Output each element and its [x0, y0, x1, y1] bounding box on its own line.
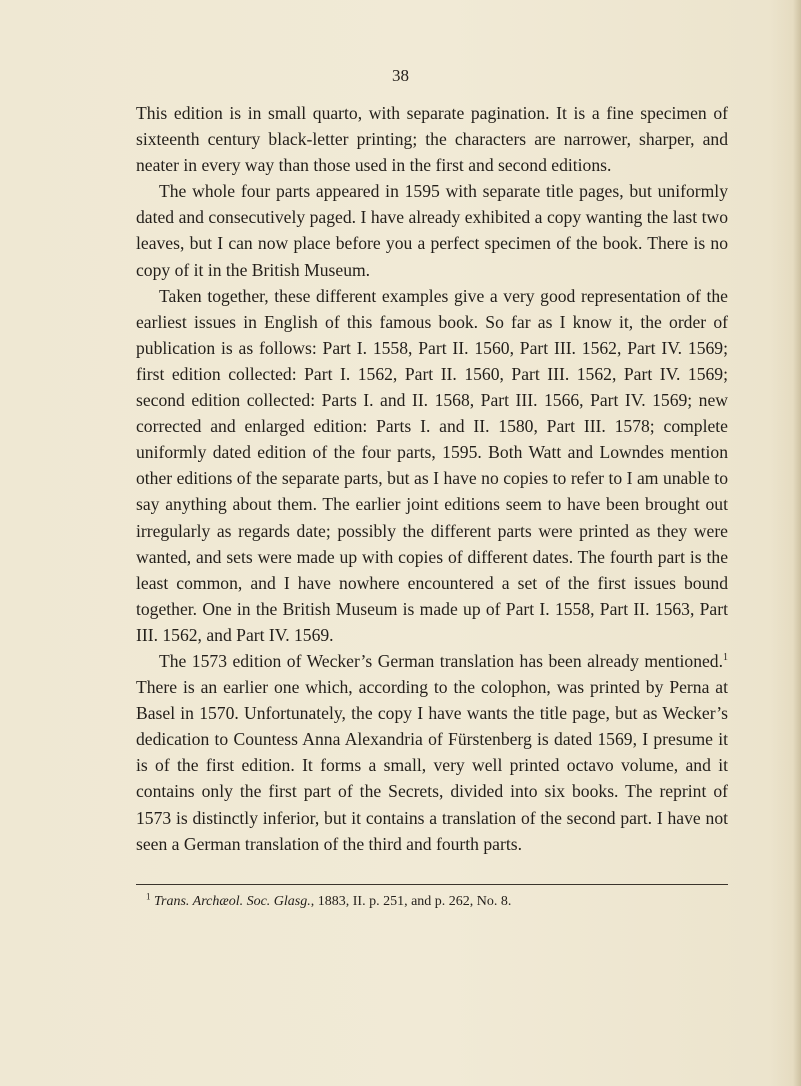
paragraph-1: This edition is in small quarto, with separate pagination. It is a fine specimen of sixteenth century black-letter printing; the characters are narrower, sharper, and neater in every way than those used in the first and second editions.: [136, 103, 728, 176]
paragraph-4: [136, 648, 728, 857]
footnote-reference[interactable]: 1: [723, 652, 728, 664]
body-text: [136, 100, 728, 857]
footnote-mark: 1: [146, 891, 151, 902]
paragraph-4-start: The 1573 edition of Wecker’s German translation has been already mentioned.: [159, 650, 723, 671]
page-number: 38: [392, 66, 409, 85]
page-edge-shadow: [793, 0, 801, 1086]
footnote-source: Trans. Archæol. Soc. Glasg.: [154, 894, 311, 909]
paragraph-3: Taken together, these different examples give a very good representation of the earliest issues in English of this famous book. So far as I know it, the order of publication is as follows: Part I. 1558, Part II. 1560, Part III. 1562, Part IV. 1569; first edition collected: Part I. 1562, Part II. 1560, Part III. 1562, Part IV. 1569; second edition collected: Parts I. and II. 1568, Part III. 1566, Part IV. 1569; new corrected and enlarged edition: Parts I. and II. 1580, Part III. 1578; complete uniformly dated edition of the four parts, 1595. Both Watt and Lowndes mention other editions of the separate parts, but as I have no copies to refer to I am unable to say anything about them. The earlier joint editions seem to have been brought out irregularly as regards date; possibly the different parts were printed as they were wanted, and sets were made up with copies of different dates. The fourth part is the least common, and I have nowhere encountered a set of the first issues bound together. One in the British Museum is made up of Part I. 1558, Part II. 1563, Part III. 1562, and Part IV. 1569.: [136, 285, 728, 645]
footnote-details: , 1883, II. p. 251, and p. 262, No. 8.: [310, 894, 512, 909]
paragraph-4-end: There is an earlier one which, according to the colophon, was printed by Perna at Basel in 1570. Unfortunately, the copy I have wants the title page, but as Wecker’s dedication to Countess Anna Alexandria of Fürstenberg is dated 1569, I presume it is of the first edition. It forms a small, very well printed octavo volume, and it contains only the first part of the Secrets, divided into six books. The reprint of 1573 is distinctly inferior, but it contains a translation of the second part. I have not seen a German translation of the third and fourth parts.: [136, 677, 728, 854]
footnote-rule: [136, 884, 728, 885]
paragraph-2: The whole four parts appeared in 1595 with separate title pages, but uniformly dated and consecutively paged. I have already exhibited a copy wanting the last two leaves, but I can now place before you a perfect specimen of the book. There is no copy of it in the British Museum.: [136, 181, 728, 280]
footnote: [136, 893, 728, 911]
